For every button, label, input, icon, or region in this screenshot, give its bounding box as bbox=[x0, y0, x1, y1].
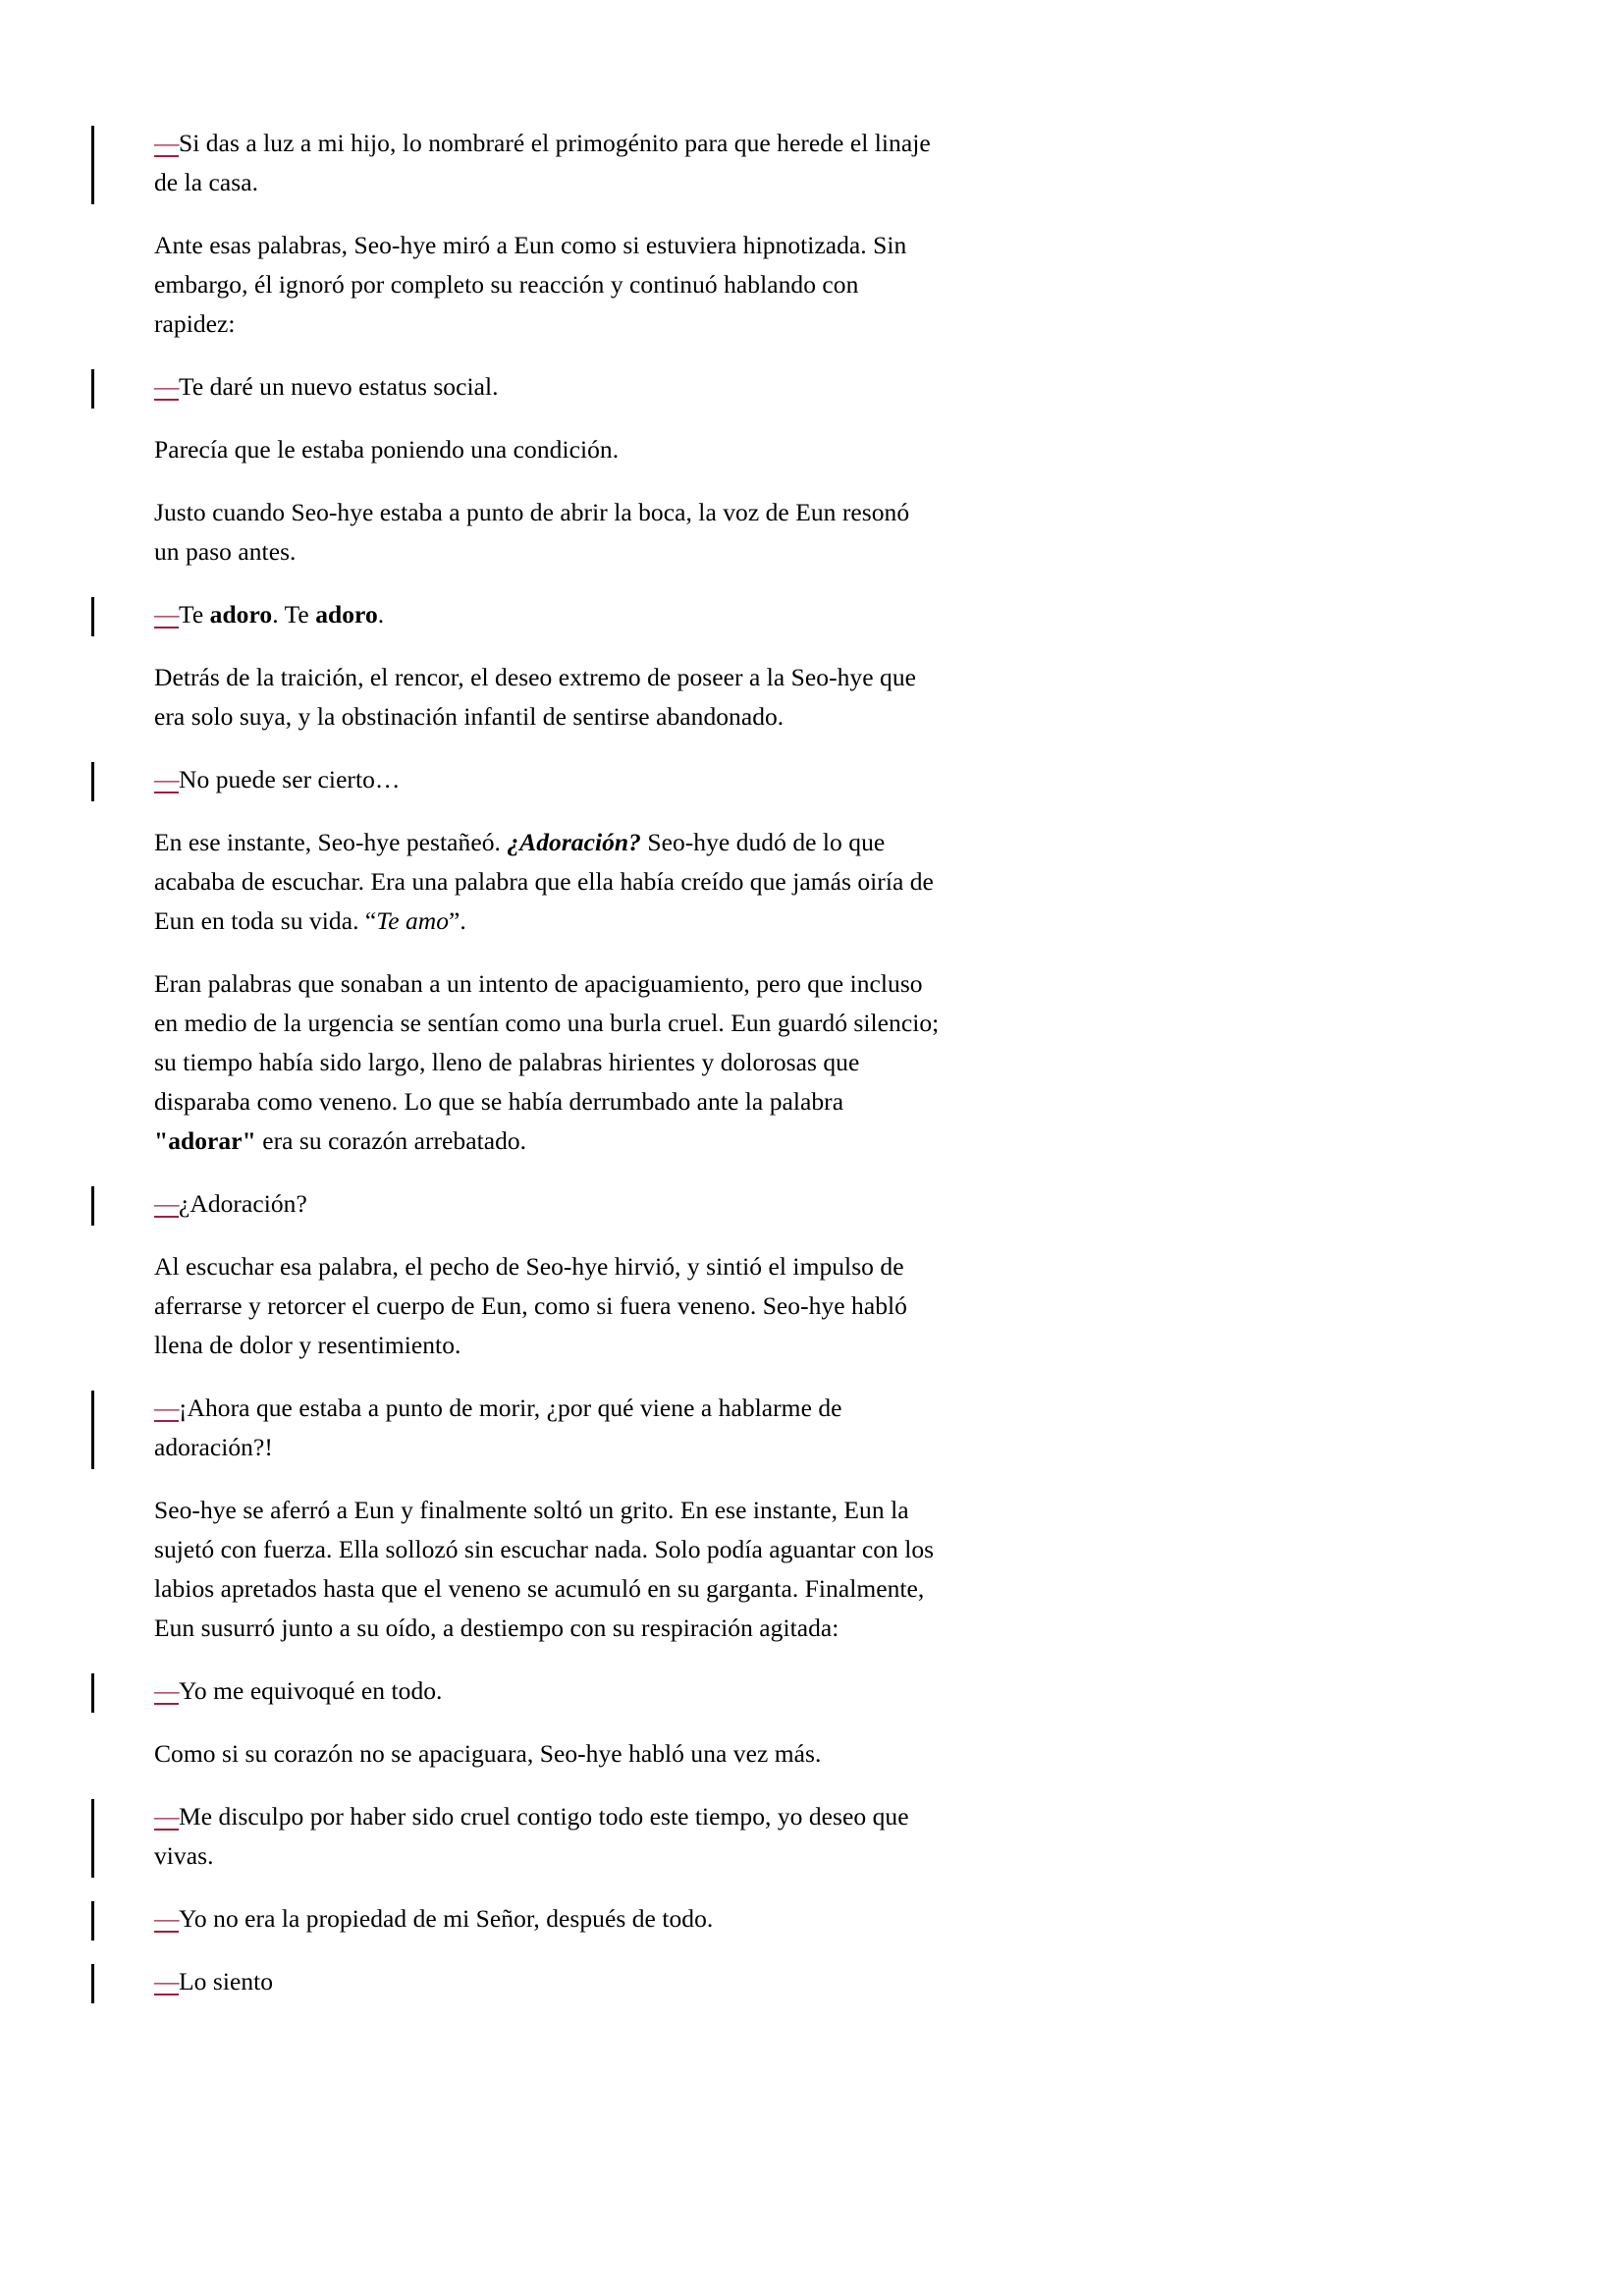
text-run: Parecía que le estaba poniendo una condición. bbox=[154, 435, 620, 464]
revision-change-bar bbox=[91, 369, 94, 409]
text-run: En ese instante, Seo-hye pestañeó. bbox=[154, 828, 508, 856]
dialogue-paragraph bbox=[154, 1671, 940, 1711]
dialogue-dash: — bbox=[154, 1904, 179, 1933]
dialogue-dash: — bbox=[154, 1394, 179, 1422]
emphasis-italic: Te amo bbox=[376, 906, 450, 935]
narration-paragraph bbox=[154, 658, 940, 737]
emphasis-bold-italic: ¿Adoración? bbox=[507, 828, 641, 856]
dialogue-paragraph bbox=[154, 1797, 940, 1876]
text-run: Si das a luz a mi hijo, lo nombraré el primogénito para que herede el linaje de la casa. bbox=[154, 129, 931, 196]
revision-change-bar bbox=[91, 1391, 94, 1469]
revision-change-bar bbox=[91, 1673, 94, 1713]
dialogue-paragraph bbox=[154, 1184, 940, 1224]
narration-paragraph bbox=[154, 964, 940, 1161]
dialogue-dash: — bbox=[154, 1967, 179, 1995]
emphasis-bold: adoro bbox=[315, 600, 378, 629]
text-run: Yo no era la propiedad de mi Señor, después de todo. bbox=[179, 1904, 714, 1933]
dialogue-paragraph bbox=[154, 1389, 940, 1467]
narration-paragraph bbox=[154, 226, 940, 344]
dialogue-dash: — bbox=[154, 765, 179, 793]
narration-paragraph bbox=[154, 1247, 940, 1365]
narration-paragraph bbox=[154, 493, 940, 572]
revision-change-bar bbox=[91, 1799, 94, 1878]
text-run: ¿Adoración? bbox=[179, 1189, 307, 1218]
revision-change-bar bbox=[91, 1964, 94, 2003]
dialogue-paragraph bbox=[154, 1899, 940, 1939]
revision-change-bar bbox=[91, 1901, 94, 1941]
dialogue-dash: — bbox=[154, 1802, 179, 1831]
dialogue-paragraph bbox=[154, 595, 940, 634]
text-run: Te bbox=[179, 600, 210, 629]
text-run: ¡Ahora que estaba a punto de morir, ¿por qué viene a hablarme de adoración?! bbox=[154, 1394, 842, 1461]
text-run: Ante esas palabras, Seo-hye miró a Eun como si estuviera hipnotizada. Sin embargo, él ignoró por completo su reacción y continuó hablando con rapidez: bbox=[154, 231, 907, 338]
narration-paragraph bbox=[154, 1491, 940, 1648]
text-run: . Te bbox=[272, 600, 316, 629]
text-run: Justo cuando Seo-hye estaba a punto de abrir la boca, la voz de Eun resonó un paso antes. bbox=[154, 498, 910, 566]
text-run: Detrás de la traición, el rencor, el deseo extremo de poseer a la Seo-hye que era solo suya, y la obstinación infantil de sentirse abandonado. bbox=[154, 663, 916, 731]
emphasis-bold: "adorar" bbox=[154, 1126, 256, 1155]
text-run: era su corazón arrebatado. bbox=[255, 1126, 527, 1155]
dialogue-paragraph bbox=[154, 760, 940, 799]
text-run: Seo-hye dudó de lo que acababa de escuchar. Era una palabra que ella había creído que jamás oiría de Eun en toda su vida. “ bbox=[154, 828, 934, 935]
text-run: . bbox=[377, 600, 385, 629]
dialogue-dash: — bbox=[154, 129, 179, 157]
text-run: Te daré un nuevo estatus social. bbox=[179, 372, 499, 401]
revision-change-bar bbox=[91, 1186, 94, 1226]
narration-paragraph bbox=[154, 823, 940, 941]
text-run: No puede ser cierto… bbox=[179, 765, 401, 793]
text-run: Como si su corazón no se apaciguara, Seo-hye habló una vez más. bbox=[154, 1739, 822, 1768]
dialogue-dash: — bbox=[154, 1189, 179, 1218]
document-body bbox=[154, 124, 940, 2025]
text-run: Lo siento bbox=[179, 1967, 274, 1995]
dialogue-dash: — bbox=[154, 600, 179, 629]
text-run: Seo-hye se aferró a Eun y finalmente soltó un grito. En ese instante, Eun la sujetó con fuerza. Ella sollozó sin escuchar nada. Solo podía aguantar con los labios apretados hasta que el veneno se acumuló en su garganta. Finalmente, Eun susurró junto a su oído, a destiempo con su respiración agitada: bbox=[154, 1496, 935, 1642]
text-run: Me disculpo por haber sido cruel contigo todo este tiempo, yo deseo que vivas. bbox=[154, 1802, 909, 1870]
emphasis-bold: adoro bbox=[209, 600, 273, 629]
dialogue-paragraph bbox=[154, 367, 940, 407]
revision-change-bar bbox=[91, 762, 94, 801]
text-run: ”. bbox=[449, 906, 466, 935]
dialogue-dash: — bbox=[154, 372, 179, 401]
dialogue-paragraph bbox=[154, 124, 940, 202]
text-run: Yo me equivoqué en todo. bbox=[179, 1676, 443, 1705]
text-run: Eran palabras que sonaban a un intento de apaciguamiento, pero que incluso en medio de la urgencia se sentían como una burla cruel. Eun guardó silencio; su tiempo había sido largo, lleno de palabras hirientes y dolorosas que disparaba como veneno. Lo que se había derrumbado ante la palabra bbox=[154, 969, 940, 1116]
dialogue-dash: — bbox=[154, 1676, 179, 1705]
revision-change-bar bbox=[91, 126, 94, 204]
text-run: Al escuchar esa palabra, el pecho de Seo-hye hirvió, y sintió el impulso de aferrarse y retorcer el cuerpo de Eun, como si fuera veneno. Seo-hye habló llena de dolor y resentimiento. bbox=[154, 1252, 907, 1359]
narration-paragraph bbox=[154, 430, 940, 469]
revision-change-bar bbox=[91, 597, 94, 636]
narration-paragraph bbox=[154, 1734, 940, 1774]
dialogue-paragraph bbox=[154, 1962, 940, 2001]
